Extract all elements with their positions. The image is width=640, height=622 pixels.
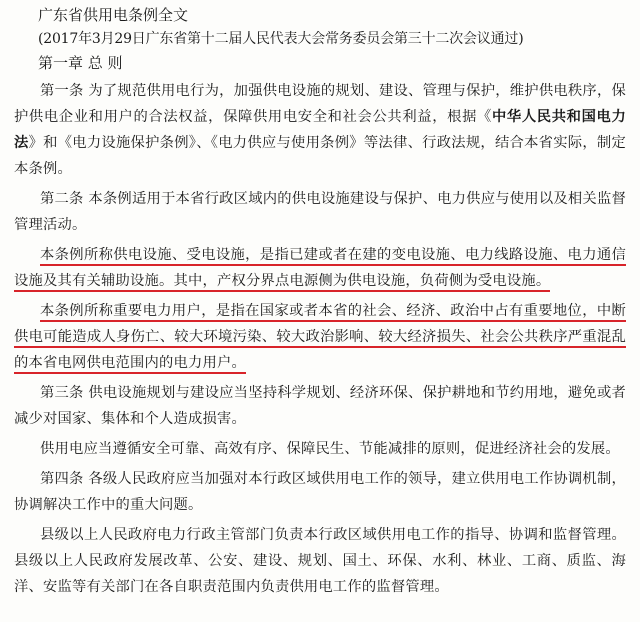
definition-facilities-paragraph xyxy=(14,242,626,294)
article-1-text-after: 》和《电力设施保护条例》、《电力供应与使用条例》等法律、行政法规，结合本省实际，制定本条例。 xyxy=(14,135,626,177)
definition-facilities-highlight: 本条例所称供电设施、受电设施，是指已建或者在建的变电设施、电力线路设施、电力通信设施及其有关辅助设施。其中，产权分界点电源侧为供电设施，负荷侧为受电设施。 xyxy=(14,247,626,292)
definition-users-paragraph xyxy=(14,298,626,376)
article-3: 第三条 供电设施规划与建设应当坚持科学规划、经济环保、保护耕地和节约用地，避免或者减少对国家、集体和个人造成损害。 xyxy=(14,385,626,427)
document-title: 广东省供用电条例全文 xyxy=(38,6,189,24)
article-1 xyxy=(14,78,626,182)
chapter-heading: 第一章 总 则 xyxy=(38,54,123,72)
article-3-principle: 供用电应当遵循安全可靠、高效有序、保障民生、节能减排的原则，促进经济社会的发展。 xyxy=(40,441,620,457)
article-4-county: 县级以上人民政府电力行政主管部门负责本行政区域供用电工作的指导、协调和监督管理。县级以上人民政府发展改革、公安、建设、规划、国土、环保、水利、林业、工商、质监、海洋、安监等有关部门在各自职责范围内负责供用电工作的监督管理。 xyxy=(14,527,626,595)
article-2: 第二条 本条例适用于本省行政区域内的供电设施建设与保护、电力供应与使用以及相关监督管理活动。 xyxy=(14,191,626,233)
document-subtitle: (2017年3月29日广东省第十二届人民代表大会常务委员会第三十二次会议通过) xyxy=(38,31,524,47)
article-1-text-before: 第一条 为了规范供用电行为，加强供电设施的规划、建设、管理与保护，维护供电秩序，保护供电企业和用户的合法权益，保障供用电安全和社会公共利益，根据《 xyxy=(14,83,626,125)
article-4: 第四条 各级人民政府应当加强对本行政区域供用电工作的领导，建立供用电工作协调机制，协调解决工作中的重大问题。 xyxy=(14,471,626,513)
law-name-bold: 中华人民共和国电力法 xyxy=(14,109,626,151)
definition-users-highlight: 本条例所称重要电力用户，是指在国家或者本省的社会、经济、政治中占有重要地位，中断供电可能造成人身伤亡、较大环境污染、较大政治影响、较大经济损失、社会公共秩序严重混乱的本省电网供电范围内的电力用户。 xyxy=(14,303,626,374)
